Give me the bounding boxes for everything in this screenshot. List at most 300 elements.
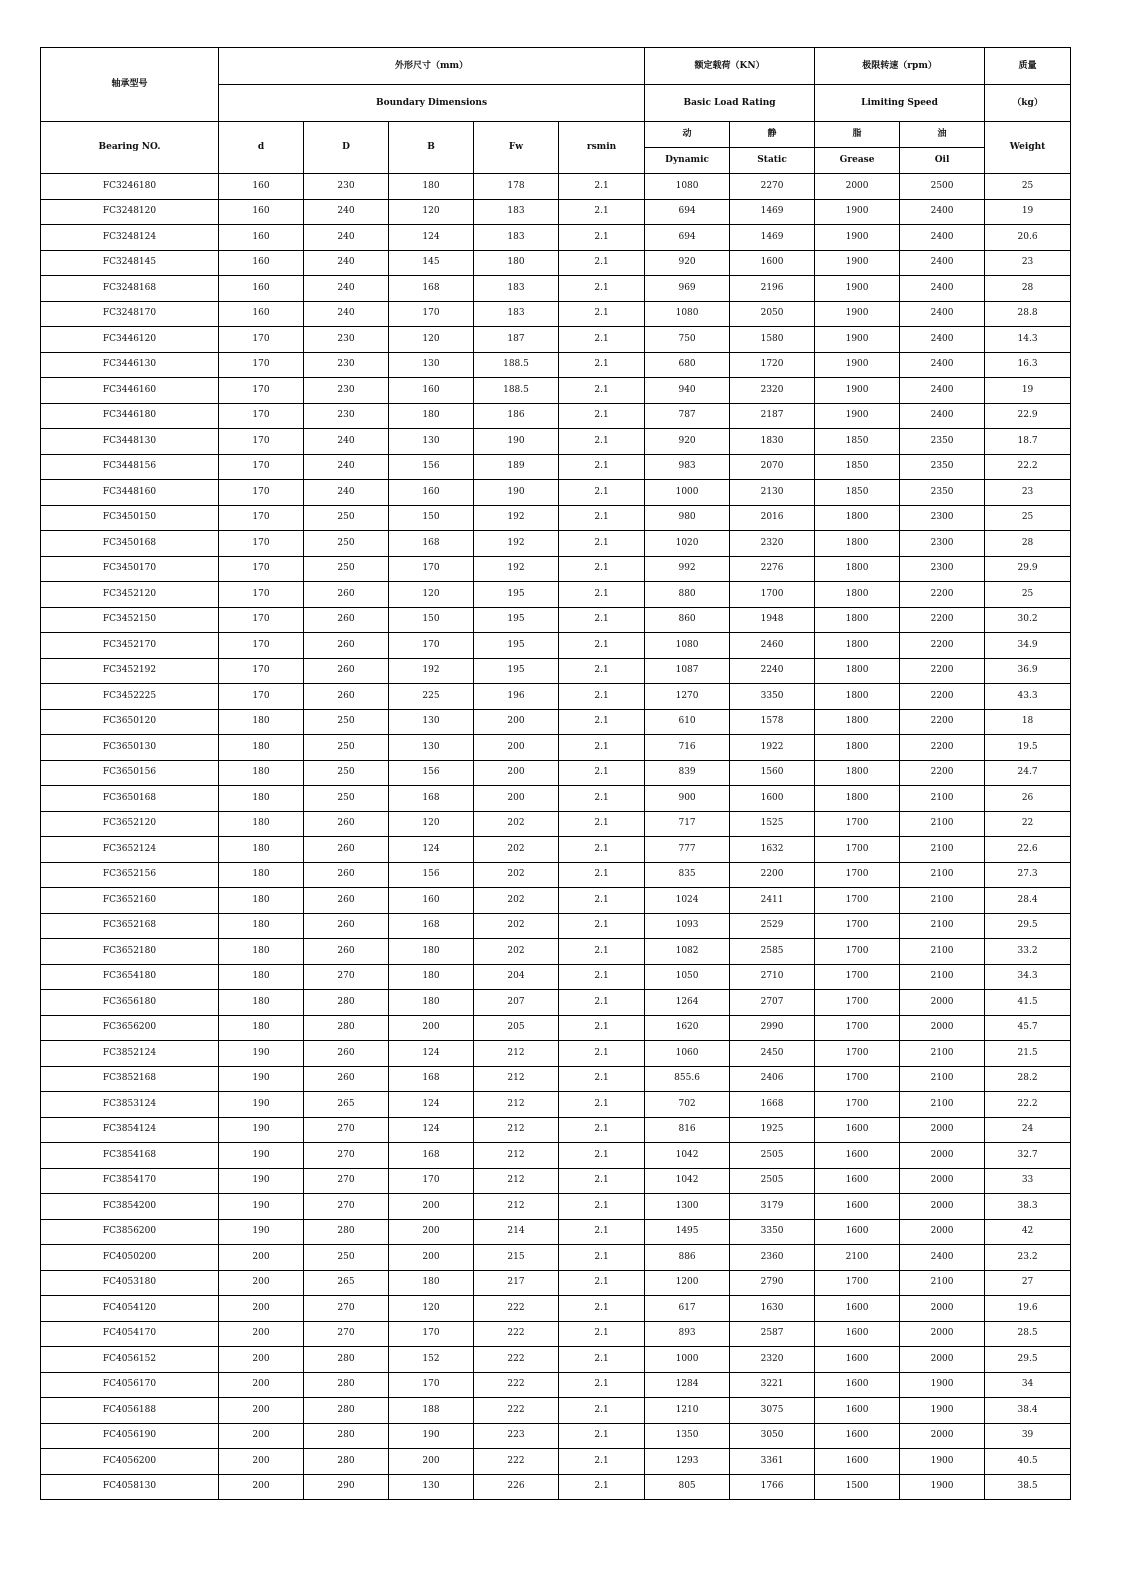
rsmin-cell: 2.1 <box>559 939 645 965</box>
static-load-cell: 2406 <box>730 1066 815 1092</box>
bearing-no-cell: FC3652168 <box>41 913 219 939</box>
bearing-no-cell: FC4050200 <box>41 1245 219 1271</box>
oil-speed-cell: 2400 <box>900 327 985 353</box>
bearing-no-cell: FC4056188 <box>41 1398 219 1424</box>
dynamic-load-cell: 1087 <box>645 658 730 684</box>
outer-d-cell: 260 <box>304 684 389 710</box>
rsmin-cell: 2.1 <box>559 556 645 582</box>
dynamic-load-cell: 839 <box>645 760 730 786</box>
outer-d-cell: 270 <box>304 1117 389 1143</box>
rsmin-cell: 2.1 <box>559 505 645 531</box>
fw-cell: 200 <box>474 760 559 786</box>
table-row <box>41 429 1071 455</box>
rsmin-cell: 2.1 <box>559 1015 645 1041</box>
oil-speed-cell: 2200 <box>900 658 985 684</box>
table-row <box>41 837 1071 863</box>
static-load-cell: 1766 <box>730 1474 815 1500</box>
table-row <box>41 735 1071 761</box>
dynamic-load-cell: 1264 <box>645 990 730 1016</box>
oil-speed-cell: 2000 <box>900 1219 985 1245</box>
dynamic-load-cell: 983 <box>645 454 730 480</box>
fw-cell: 212 <box>474 1041 559 1067</box>
table-row <box>41 531 1071 557</box>
fw-cell: 212 <box>474 1092 559 1118</box>
b-cell: 130 <box>389 429 474 455</box>
weight-cell: 34.9 <box>985 633 1071 659</box>
fw-cell: 222 <box>474 1347 559 1373</box>
outer-d-cell: 270 <box>304 964 389 990</box>
static-load-cell: 2130 <box>730 480 815 506</box>
static-load-cell: 2585 <box>730 939 815 965</box>
fw-cell: 202 <box>474 888 559 914</box>
dynamic-load-cell: 835 <box>645 862 730 888</box>
weight-cell: 19 <box>985 378 1071 404</box>
weight-cell: 22.2 <box>985 454 1071 480</box>
weight-cell: 24 <box>985 1117 1071 1143</box>
table-row <box>41 1296 1071 1322</box>
static-load-cell: 1668 <box>730 1092 815 1118</box>
fw-cell: 195 <box>474 658 559 684</box>
grease-speed-cell: 1900 <box>815 301 900 327</box>
grease-speed-cell: 1850 <box>815 429 900 455</box>
fw-cell: 187 <box>474 327 559 353</box>
outer-d-cell: 230 <box>304 174 389 200</box>
table-row <box>41 582 1071 608</box>
dynamic-load-cell: 1210 <box>645 1398 730 1424</box>
fw-cell: 204 <box>474 964 559 990</box>
b-cell: 168 <box>389 913 474 939</box>
b-cell: 168 <box>389 1066 474 1092</box>
outer-d-cell: 265 <box>304 1092 389 1118</box>
rsmin-cell: 2.1 <box>559 735 645 761</box>
dynamic-load-cell: 855.6 <box>645 1066 730 1092</box>
oil-speed-cell: 2400 <box>900 199 985 225</box>
bearing-no-cell: FC4056200 <box>41 1449 219 1475</box>
weight-cell: 19.5 <box>985 735 1071 761</box>
d-cell: 170 <box>219 327 304 353</box>
weight-cell: 24.7 <box>985 760 1071 786</box>
rsmin-cell: 2.1 <box>559 1347 645 1373</box>
static-load-cell: 2790 <box>730 1270 815 1296</box>
outer-d-cell: 240 <box>304 301 389 327</box>
static-load-cell: 2460 <box>730 633 815 659</box>
d-cell: 180 <box>219 939 304 965</box>
static-load-cell: 2187 <box>730 403 815 429</box>
header-grease-cn: 脂 <box>815 122 900 148</box>
oil-speed-cell: 1900 <box>900 1474 985 1500</box>
d-cell: 180 <box>219 735 304 761</box>
rsmin-cell: 2.1 <box>559 1270 645 1296</box>
b-cell: 200 <box>389 1219 474 1245</box>
grease-speed-cell: 1800 <box>815 709 900 735</box>
weight-cell: 25 <box>985 174 1071 200</box>
bearing-no-cell: FC4053180 <box>41 1270 219 1296</box>
weight-cell: 22.6 <box>985 837 1071 863</box>
outer-d-cell: 260 <box>304 1041 389 1067</box>
rsmin-cell: 2.1 <box>559 454 645 480</box>
weight-cell: 29.5 <box>985 1347 1071 1373</box>
static-load-cell: 2016 <box>730 505 815 531</box>
rsmin-cell: 2.1 <box>559 811 645 837</box>
dynamic-load-cell: 900 <box>645 786 730 812</box>
b-cell: 170 <box>389 1321 474 1347</box>
grease-speed-cell: 1600 <box>815 1398 900 1424</box>
table-row <box>41 301 1071 327</box>
b-cell: 124 <box>389 1041 474 1067</box>
static-load-cell: 1580 <box>730 327 815 353</box>
bearing-no-cell: FC3652160 <box>41 888 219 914</box>
static-load-cell: 2050 <box>730 301 815 327</box>
table-row <box>41 505 1071 531</box>
weight-cell: 22.2 <box>985 1092 1071 1118</box>
oil-speed-cell: 2400 <box>900 378 985 404</box>
header-col-d: d <box>219 122 304 174</box>
d-cell: 180 <box>219 1015 304 1041</box>
weight-cell: 39 <box>985 1423 1071 1449</box>
weight-cell: 14.3 <box>985 327 1071 353</box>
weight-cell: 28 <box>985 276 1071 302</box>
bearing-no-cell: FC3656200 <box>41 1015 219 1041</box>
bearing-no-cell: FC4056152 <box>41 1347 219 1373</box>
oil-speed-cell: 2000 <box>900 1168 985 1194</box>
dynamic-load-cell: 1293 <box>645 1449 730 1475</box>
grease-speed-cell: 1900 <box>815 276 900 302</box>
table-row <box>41 1474 1071 1500</box>
oil-speed-cell: 2000 <box>900 1296 985 1322</box>
fw-cell: 183 <box>474 301 559 327</box>
header-limiting-speed-en: Limiting Speed <box>815 85 985 122</box>
fw-cell: 190 <box>474 480 559 506</box>
bearing-no-cell: FC3248145 <box>41 250 219 276</box>
oil-speed-cell: 2000 <box>900 1321 985 1347</box>
d-cell: 170 <box>219 505 304 531</box>
table-row <box>41 1270 1071 1296</box>
grease-speed-cell: 2000 <box>815 174 900 200</box>
dynamic-load-cell: 694 <box>645 199 730 225</box>
bearing-no-cell: FC3656180 <box>41 990 219 1016</box>
grease-speed-cell: 1600 <box>815 1423 900 1449</box>
rsmin-cell: 2.1 <box>559 480 645 506</box>
oil-speed-cell: 2000 <box>900 990 985 1016</box>
fw-cell: 200 <box>474 735 559 761</box>
rsmin-cell: 2.1 <box>559 1143 645 1169</box>
fw-cell: 183 <box>474 225 559 251</box>
fw-cell: 180 <box>474 250 559 276</box>
oil-speed-cell: 2100 <box>900 1270 985 1296</box>
header-limiting-speed-cn: 极限转速（rpm） <box>815 48 985 85</box>
weight-cell: 36.9 <box>985 658 1071 684</box>
oil-speed-cell: 1900 <box>900 1398 985 1424</box>
dynamic-load-cell: 617 <box>645 1296 730 1322</box>
d-cell: 190 <box>219 1194 304 1220</box>
d-cell: 170 <box>219 378 304 404</box>
b-cell: 170 <box>389 556 474 582</box>
d-cell: 170 <box>219 658 304 684</box>
fw-cell: 202 <box>474 862 559 888</box>
table-row <box>41 352 1071 378</box>
dynamic-load-cell: 980 <box>645 505 730 531</box>
dynamic-load-cell: 680 <box>645 352 730 378</box>
dynamic-load-cell: 1284 <box>645 1372 730 1398</box>
bearing-no-cell: FC3452192 <box>41 658 219 684</box>
b-cell: 150 <box>389 505 474 531</box>
static-load-cell: 2450 <box>730 1041 815 1067</box>
d-cell: 180 <box>219 709 304 735</box>
rsmin-cell: 2.1 <box>559 378 645 404</box>
grease-speed-cell: 1800 <box>815 760 900 786</box>
grease-speed-cell: 1900 <box>815 352 900 378</box>
fw-cell: 192 <box>474 505 559 531</box>
static-load-cell: 1560 <box>730 760 815 786</box>
static-load-cell: 2710 <box>730 964 815 990</box>
outer-d-cell: 230 <box>304 352 389 378</box>
bearing-no-cell: FC4054170 <box>41 1321 219 1347</box>
fw-cell: 217 <box>474 1270 559 1296</box>
d-cell: 170 <box>219 633 304 659</box>
fw-cell: 222 <box>474 1321 559 1347</box>
table-row <box>41 1398 1071 1424</box>
outer-d-cell: 280 <box>304 1219 389 1245</box>
bearing-no-cell: FC3652156 <box>41 862 219 888</box>
outer-d-cell: 250 <box>304 1245 389 1271</box>
dynamic-load-cell: 1495 <box>645 1219 730 1245</box>
outer-d-cell: 260 <box>304 1066 389 1092</box>
grease-speed-cell: 1600 <box>815 1219 900 1245</box>
oil-speed-cell: 2100 <box>900 939 985 965</box>
table-row <box>41 1423 1071 1449</box>
header-oil-cn: 油 <box>900 122 985 148</box>
fw-cell: 223 <box>474 1423 559 1449</box>
rsmin-cell: 2.1 <box>559 352 645 378</box>
table-row <box>41 709 1071 735</box>
rsmin-cell: 2.1 <box>559 250 645 276</box>
static-load-cell: 3350 <box>730 684 815 710</box>
oil-speed-cell: 2350 <box>900 454 985 480</box>
weight-cell: 28.5 <box>985 1321 1071 1347</box>
b-cell: 156 <box>389 454 474 480</box>
weight-cell: 20.6 <box>985 225 1071 251</box>
static-load-cell: 2070 <box>730 454 815 480</box>
grease-speed-cell: 1850 <box>815 454 900 480</box>
bearing-no-cell: FC3853124 <box>41 1092 219 1118</box>
b-cell: 130 <box>389 352 474 378</box>
dynamic-load-cell: 750 <box>645 327 730 353</box>
weight-cell: 28.8 <box>985 301 1071 327</box>
fw-cell: 212 <box>474 1066 559 1092</box>
bearing-no-cell: FC3452150 <box>41 607 219 633</box>
weight-cell: 21.5 <box>985 1041 1071 1067</box>
grease-speed-cell: 1700 <box>815 964 900 990</box>
weight-cell: 41.5 <box>985 990 1071 1016</box>
d-cell: 160 <box>219 174 304 200</box>
weight-cell: 28.4 <box>985 888 1071 914</box>
table-header <box>41 48 1071 174</box>
table-row <box>41 633 1071 659</box>
dynamic-load-cell: 694 <box>645 225 730 251</box>
outer-d-cell: 280 <box>304 1398 389 1424</box>
bearing-no-cell: FC3446130 <box>41 352 219 378</box>
bearing-no-cell: FC3652120 <box>41 811 219 837</box>
rsmin-cell: 2.1 <box>559 301 645 327</box>
dynamic-load-cell: 920 <box>645 250 730 276</box>
bearing-no-cell: FC3448156 <box>41 454 219 480</box>
dynamic-load-cell: 777 <box>645 837 730 863</box>
fw-cell: 222 <box>474 1449 559 1475</box>
b-cell: 180 <box>389 939 474 965</box>
b-cell: 192 <box>389 658 474 684</box>
outer-d-cell: 260 <box>304 582 389 608</box>
outer-d-cell: 250 <box>304 709 389 735</box>
grease-speed-cell: 1500 <box>815 1474 900 1500</box>
bearing-spec-table <box>40 47 1071 1500</box>
rsmin-cell: 2.1 <box>559 1449 645 1475</box>
table-row <box>41 403 1071 429</box>
grease-speed-cell: 1800 <box>815 684 900 710</box>
outer-d-cell: 230 <box>304 378 389 404</box>
bearing-no-cell: FC3452120 <box>41 582 219 608</box>
grease-speed-cell: 1850 <box>815 480 900 506</box>
rsmin-cell: 2.1 <box>559 684 645 710</box>
bearing-no-cell: FC3652124 <box>41 837 219 863</box>
fw-cell: 195 <box>474 582 559 608</box>
table-row <box>41 1372 1071 1398</box>
oil-speed-cell: 2500 <box>900 174 985 200</box>
fw-cell: 189 <box>474 454 559 480</box>
d-cell: 190 <box>219 1168 304 1194</box>
fw-cell: 192 <box>474 556 559 582</box>
outer-d-cell: 280 <box>304 1449 389 1475</box>
fw-cell: 205 <box>474 1015 559 1041</box>
bearing-no-cell: FC3854124 <box>41 1117 219 1143</box>
rsmin-cell: 2.1 <box>559 990 645 1016</box>
weight-cell: 34.3 <box>985 964 1071 990</box>
b-cell: 130 <box>389 735 474 761</box>
bearing-no-cell: FC3450168 <box>41 531 219 557</box>
static-load-cell: 1600 <box>730 250 815 276</box>
grease-speed-cell: 1700 <box>815 837 900 863</box>
dynamic-load-cell: 1060 <box>645 1041 730 1067</box>
weight-cell: 22 <box>985 811 1071 837</box>
weight-cell: 23.2 <box>985 1245 1071 1271</box>
fw-cell: 188.5 <box>474 378 559 404</box>
oil-speed-cell: 2100 <box>900 1066 985 1092</box>
static-load-cell: 2276 <box>730 556 815 582</box>
weight-cell: 16.3 <box>985 352 1071 378</box>
grease-speed-cell: 1800 <box>815 531 900 557</box>
header-mass-cn: 质量 <box>985 48 1071 85</box>
oil-speed-cell: 2200 <box>900 735 985 761</box>
weight-cell: 34 <box>985 1372 1071 1398</box>
table-row <box>41 1143 1071 1169</box>
outer-d-cell: 250 <box>304 531 389 557</box>
rsmin-cell: 2.1 <box>559 913 645 939</box>
weight-cell: 18 <box>985 709 1071 735</box>
b-cell: 152 <box>389 1347 474 1373</box>
static-load-cell: 2360 <box>730 1245 815 1271</box>
outer-d-cell: 280 <box>304 990 389 1016</box>
static-load-cell: 1922 <box>730 735 815 761</box>
table-body <box>41 174 1071 1500</box>
rsmin-cell: 2.1 <box>559 199 645 225</box>
dynamic-load-cell: 893 <box>645 1321 730 1347</box>
d-cell: 200 <box>219 1347 304 1373</box>
static-load-cell: 1700 <box>730 582 815 608</box>
fw-cell: 192 <box>474 531 559 557</box>
table-row <box>41 1194 1071 1220</box>
outer-d-cell: 250 <box>304 760 389 786</box>
fw-cell: 188.5 <box>474 352 559 378</box>
fw-cell: 178 <box>474 174 559 200</box>
oil-speed-cell: 2350 <box>900 480 985 506</box>
outer-d-cell: 230 <box>304 327 389 353</box>
grease-speed-cell: 1600 <box>815 1143 900 1169</box>
outer-d-cell: 250 <box>304 735 389 761</box>
d-cell: 200 <box>219 1474 304 1500</box>
b-cell: 130 <box>389 1474 474 1500</box>
dynamic-load-cell: 1200 <box>645 1270 730 1296</box>
outer-d-cell: 260 <box>304 607 389 633</box>
b-cell: 180 <box>389 964 474 990</box>
d-cell: 200 <box>219 1423 304 1449</box>
weight-cell: 19 <box>985 199 1071 225</box>
outer-d-cell: 240 <box>304 454 389 480</box>
bearing-no-cell: FC3248170 <box>41 301 219 327</box>
rsmin-cell: 2.1 <box>559 1474 645 1500</box>
outer-d-cell: 260 <box>304 913 389 939</box>
weight-cell: 30.2 <box>985 607 1071 633</box>
dynamic-load-cell: 969 <box>645 276 730 302</box>
fw-cell: 196 <box>474 684 559 710</box>
rsmin-cell: 2.1 <box>559 327 645 353</box>
rsmin-cell: 2.1 <box>559 862 645 888</box>
rsmin-cell: 2.1 <box>559 1219 645 1245</box>
static-load-cell: 2196 <box>730 276 815 302</box>
table-row <box>41 862 1071 888</box>
static-load-cell: 2529 <box>730 913 815 939</box>
outer-d-cell: 230 <box>304 403 389 429</box>
d-cell: 170 <box>219 429 304 455</box>
dynamic-load-cell: 1620 <box>645 1015 730 1041</box>
header-static-cn: 静 <box>730 122 815 148</box>
static-load-cell: 2200 <box>730 862 815 888</box>
fw-cell: 202 <box>474 811 559 837</box>
table-row <box>41 1092 1071 1118</box>
table-row <box>41 786 1071 812</box>
d-cell: 200 <box>219 1321 304 1347</box>
outer-d-cell: 250 <box>304 786 389 812</box>
dynamic-load-cell: 1082 <box>645 939 730 965</box>
rsmin-cell: 2.1 <box>559 1066 645 1092</box>
b-cell: 120 <box>389 811 474 837</box>
outer-d-cell: 265 <box>304 1270 389 1296</box>
fw-cell: 212 <box>474 1194 559 1220</box>
table-row <box>41 199 1071 225</box>
d-cell: 190 <box>219 1117 304 1143</box>
b-cell: 160 <box>389 888 474 914</box>
oil-speed-cell: 2200 <box>900 709 985 735</box>
weight-cell: 25 <box>985 505 1071 531</box>
rsmin-cell: 2.1 <box>559 1194 645 1220</box>
fw-cell: 212 <box>474 1168 559 1194</box>
d-cell: 190 <box>219 1219 304 1245</box>
bearing-no-cell: FC3248168 <box>41 276 219 302</box>
grease-speed-cell: 1600 <box>815 1168 900 1194</box>
static-load-cell: 1600 <box>730 786 815 812</box>
fw-cell: 222 <box>474 1372 559 1398</box>
b-cell: 160 <box>389 480 474 506</box>
d-cell: 200 <box>219 1270 304 1296</box>
fw-cell: 222 <box>474 1398 559 1424</box>
